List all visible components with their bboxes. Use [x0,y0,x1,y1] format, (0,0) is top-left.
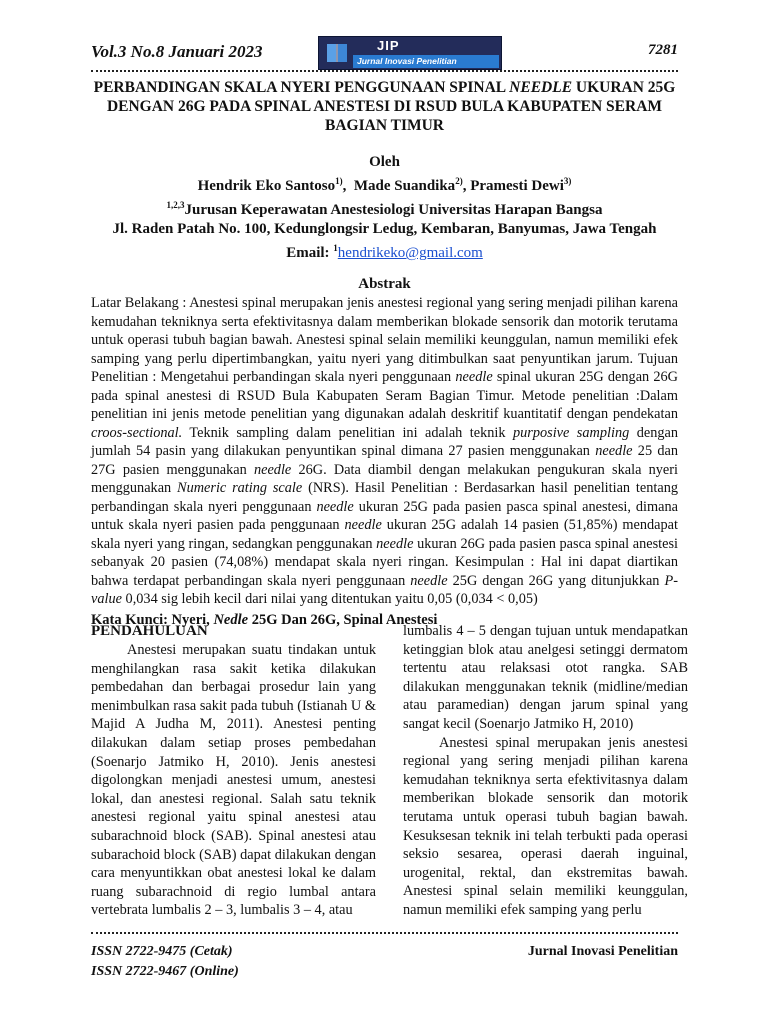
logo-text: JIP [377,38,400,53]
author-1-sup: 1) [335,176,343,186]
author-names: Hendrik Eko Santoso$^{1)}$, Made Suandika$^{2)}$, Pramesti Dewi$^{3)}$ [197,176,572,194]
title-line-1b: UKURAN 25G [572,79,676,96]
book-icon [325,41,349,65]
address: Jl. Raden Patah No. 100, Kedunglongsir Ledug, Kembaran, Banyumas, Jawa Tengah [112,221,657,237]
affiliation [91,196,678,220]
header-divider [91,70,678,72]
author-1: Hendrik Eko Santoso [197,178,336,194]
title-line-1a: PERBANDINGAN SKALA NYERI PENGGUNAAN SPINAL [93,79,510,96]
affiliation-sup: 1,2,3 [166,200,185,210]
title-line-2: DENGAN 26G PADA SPINAL ANESTESI DI RSUD BULA KABUPATEN SERAM [106,98,663,115]
right-column [403,622,688,920]
page-content [91,30,678,630]
intro-paragraph-left: Anestesi merupakan suatu tindakan untuk menghilangkan rasa sakit ketika dilakukan pembedahan dan berbagai prosedur lain yang menimbulkan rasa sakit pada tubuh (Istianah U & Majid A Judha M, 2011). Anestesi penting dilakukan dalam setiap proses pembedahan (Soenarjo Jatmiko H, 2010). Jenis anestesi digolongkan menjadi anestesi umum, anestesi lokal, dan anestesi regional. Salah satu teknik anestesi regional yaitu spinal anestesi atau subarachnoid block (SAB). Spinal anestesi atau subarachoid block (SAB) dapat dilakukan dengan cara menyuntikkan obat anestesi lokal ke dalam ruang subarachnoid di regio lumbal antara vertebrata lumbalis 2 – 3, lumbalis 3 – 4, atau [91,642,376,919]
intro-paragraph-right-2: Anestesi spinal merupakan jenis anestesi regional yang sering menjadi pilihan karena kemudahan tekniknya serta efektivitasnya dalam memberikan blokade sensorik dan motorik terutama untuk operasi tubuh bagian bawah. Kesuksesan teknik ini telah terbukti pada operasi seksio sesarea, operasi daerah inguinal, urogenital, rektal, dan ekstremitas bawah. Anestesi spinal selain memiliki keunggulan, namun memiliki efek samping yang perlu [403,734,688,918]
footer-divider [91,932,678,934]
abstract-heading: Abstrak [358,276,411,292]
title-line-1-italic: NEEDLE [509,79,573,96]
issn-print: ISSN 2722-9475 (Cetak) [91,944,233,959]
author-3-sup: 3) [563,176,572,186]
page-number: 7281 [648,42,678,58]
paper-title [91,78,678,135]
journal-logo [318,36,502,70]
keywords: Kata Kunci: Nyeri, Nedle 25G Dan 26G, Spinal Anestesi [91,611,438,628]
logo-subtitle: Jurnal Inovasi Penelitian [357,56,457,66]
author-2-sup: 2) [455,176,463,186]
email-link[interactable]: hendrikeko@gmail.com [337,245,483,261]
affiliation-text: Jurusan Keperawatan Anestesiologi Universitas Harapan Bangsa [184,202,603,218]
email-line [91,239,678,263]
author-3: Pramesti Dewi [470,178,564,194]
left-column [91,622,376,920]
volume-label: Vol.3 No.8 Januari 2023 [91,42,263,61]
running-header [91,30,678,70]
section-heading-pendahuluan: PENDAHULUAN [91,623,208,639]
author-2: Made Suandika [353,178,456,194]
issn-block [91,942,239,982]
issn-online: ISSN 2722-9467 (Online) [91,964,239,979]
abstract-text: Latar Belakang : Anestesi spinal merupakan jenis anestesi regional yang sering menjadi pilihan karena kemudahan tekniknya serta efektivitasnya dalam memberikan blokade sensorik dan motorik terutama untuk operasi tubuh bagian bawah. Anestesi spinal selain memiliki keunggulan, namun memiliki efek samping yang perlu dipertimbangkan, yaitu nyeri yang ditimbulkan saat penyuntikan jarum. Tujuan Penelitian : Mengetahui perbandingan skala nyeri penggunaan needle spinal ukuran 25G dengan 26G pada spinal anestesi di RSUD Bula Kabupaten Seram Bagian Timur. Metode penelitian :Dalam penelitian ini jenis metode penelitian yang digunakan adalah deskritif kuantitatif dengan pendekatan croos-sectional. Teknik sampling dalam penelitian ini adalah teknik purposive sampling dengan jumlah 54 pasin yang dilakukan penyuntikan spinal dimana 27 pasien menggunakan needle 25 dan 27G pasien menggunakan needle 26G. Data diambil dengan melakukan pengukuran skala nyeri menggunakan Numeric rating scale (NRS). Hasil Penelitian : Berdasarkan hasil penelitian tentang perbandingan skala nyeri penggunaan needle ukuran 25G pada pasien pasca spinal anestesi, dimana untuk skala nyeri pasien pada penggunaan needle ukuran 25G adalah 14 pasien (51,85%) mendapat skala nyeri yang ringan, sedangkan penggunakan needle ukuran 26G pada pasien pasca spinal anestesi sebanyak 20 pasien (74,08%) mendapat skala nyeri ringan. Kesimpulan : Hal ini dapat diartikan bahwa terdapat perbandingan skala nyeri penggunaan needle 25G dengan 26G yang ditunjukkan P-value 0,034 sig lebih kecil dari nilai yang ditentukan yaitu 0,05 (0,034 < 0,05) [91,295,679,607]
email-sup: 1 [333,243,338,253]
intro-paragraph-right-1: lumbalis 4 – 5 dengan tujuan untuk mendapatkan ketinggian blok atau anelgesi setinggi dermatom tertentu atau relaksasi otot rangka. SAB dilakukan menggunakan teknik (midline/median atau paramedian) dengan jarum spinal yang sangat kecil (Soenarjo Jatmiko H, 2010) [403,623,688,732]
oleh-label: Oleh [369,154,400,170]
title-line-3: BAGIAN TIMUR [325,117,444,134]
journal-name: Jurnal Inovasi Penelitian [527,944,678,959]
author-block [91,153,678,263]
email-label: Email: [286,245,334,261]
